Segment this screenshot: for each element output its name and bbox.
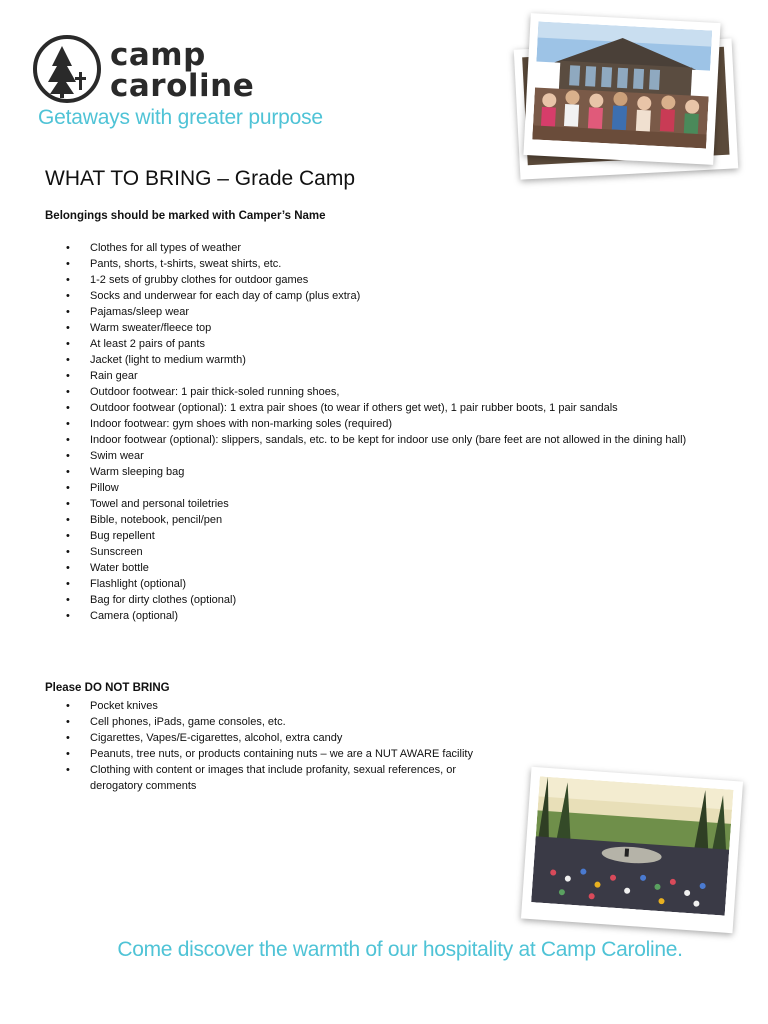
list-item: • Swim wear — [45, 448, 715, 464]
list-item: • Bug repellent — [45, 528, 715, 544]
do-not-bring-emphasis: DO NOT BRING — [84, 682, 170, 694]
camp-caroline-logo — [30, 32, 255, 112]
list-item: • Bag for dirty clothes (optional) — [45, 592, 715, 608]
amphitheater-photo — [521, 767, 743, 933]
logo-word-caroline: caroline — [110, 68, 255, 104]
list-item: • Jacket (light to medium warmth) — [45, 352, 715, 368]
list-item: • Pants, shorts, t-shirts, sweat shirts, etc. — [45, 256, 715, 272]
logo-word-camp: camp — [110, 37, 206, 73]
belongings-heading: Belongings should be marked with Camper’s Name — [45, 210, 326, 222]
do-not-bring-prefix: Please — [45, 682, 85, 694]
page-title: WHAT TO BRING – Grade Camp — [45, 167, 356, 190]
footer-slogan: Come discover the warmth of our hospitality at Camp Caroline. — [117, 938, 683, 961]
list-item: • Clothes for all types of weather — [45, 240, 715, 256]
list-item: • 1-2 sets of grubby clothes for outdoor games — [45, 272, 715, 288]
list-item: • Cigarettes, Vapes/E-cigarettes, alcohol, extra candy — [45, 730, 505, 746]
list-item: • Indoor footwear (optional): slippers, sandals, etc. to be kept for indoor use only (bare feet are not allowed in the dining hall) — [45, 432, 715, 448]
do-not-bring-list — [45, 698, 505, 794]
list-item: • Sunscreen — [45, 544, 715, 560]
list-item: • Warm sweater/fleece top — [45, 320, 715, 336]
list-item: • Clothing with content or images that include profanity, sexual references, or derogatory comments — [45, 762, 505, 794]
list-item: • Pajamas/sleep wear — [45, 304, 715, 320]
list-item: • Towel and personal toiletries — [45, 496, 715, 512]
campers-lodge-photo — [523, 13, 720, 165]
list-item: • Camera (optional) — [45, 608, 715, 624]
list-item: • Outdoor footwear (optional): 1 extra pair shoes (to wear if others get wet), 1 pair rubber boots, 1 pair sandals — [45, 400, 715, 416]
list-item: • Water bottle — [45, 560, 715, 576]
bring-list — [45, 240, 715, 624]
list-item: • At least 2 pairs of pants — [45, 336, 715, 352]
list-item: • Pillow — [45, 480, 715, 496]
list-item: • Bible, notebook, pencil/pen — [45, 512, 715, 528]
list-item: • Pocket knives — [45, 698, 505, 714]
list-item: • Outdoor footwear: 1 pair thick-soled running shoes, — [45, 384, 715, 400]
list-item: • Warm sleeping bag — [45, 464, 715, 480]
do-not-bring-heading — [45, 682, 170, 694]
list-item: • Indoor footwear: gym shoes with non-marking soles (required) — [45, 416, 715, 432]
list-item: • Socks and underwear for each day of camp (plus extra) — [45, 288, 715, 304]
list-item: • Cell phones, iPads, game consoles, etc. — [45, 714, 505, 730]
list-item: • Flashlight (optional) — [45, 576, 715, 592]
list-item: • Rain gear — [45, 368, 715, 384]
tree-badge-icon — [32, 34, 102, 104]
list-item: • Peanuts, tree nuts, or products containing nuts – we are a NUT AWARE facility — [45, 746, 505, 762]
tagline: Getaways with greater purpose — [38, 106, 323, 129]
